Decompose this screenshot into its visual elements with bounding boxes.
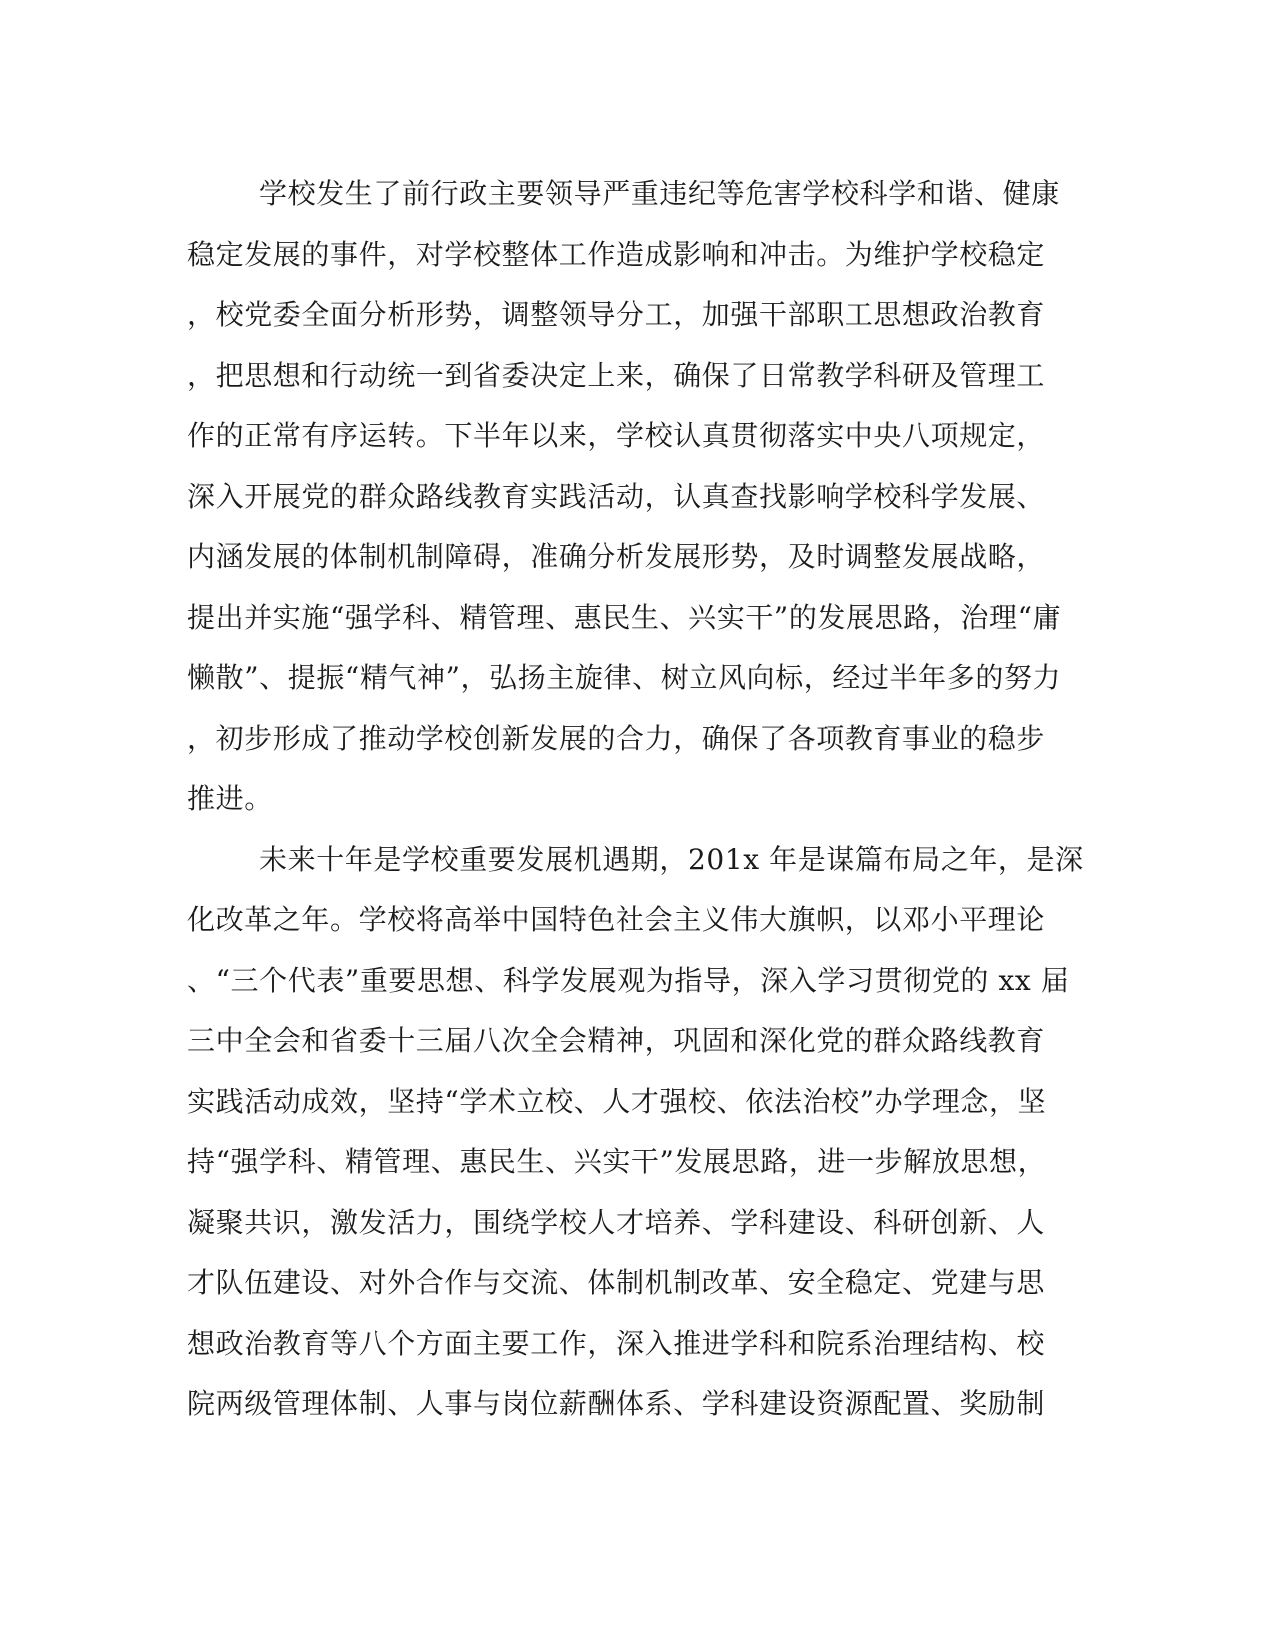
text-line: 提出并实施“强学科、精管理、惠民生、兴实干”的发展思路，治理“庸 — [187, 600, 1062, 634]
text-line: 凝聚共识，激发活力，围绕学校人才培养、学科建设、科研创新、人 — [187, 1205, 1046, 1239]
text-line: 作的正常有序运转。下半年以来，学校认真贯彻落实中央八项规定， — [187, 419, 1046, 452]
text-line: 持“强学科、精管理、惠民生、兴实干”发展思路，进一步解放思想， — [187, 1145, 1047, 1178]
text-line: 深入开展党的群众路线教育实践活动，认真查找影响学校科学发展、 — [187, 479, 1046, 513]
text-line: ，初步形成了推动学校创新发展的合力，确保了各项教育事业的稳步 — [187, 721, 1046, 755]
text-line: ，把思想和行动统一到省委决定上来，确保了日常教学科研及管理工 — [187, 358, 1046, 392]
text-line: ，校党委全面分析形势，调整领导分工，加强干部职工思想政治教育 — [187, 298, 1046, 331]
text-line: 稳定发展的事件，对学校整体工作造成影响和冲击。为维护学校稳定 — [187, 237, 1046, 271]
document-body — [187, 164, 1084, 1435]
text-line: 才队伍建设、对外合作与交流、体制机制改革、安全稳定、党建与思 — [187, 1266, 1046, 1299]
text-line: 想政治教育等八个方面主要工作，深入推进学科和院系治理结构、校 — [187, 1326, 1046, 1360]
paragraph-1 — [187, 164, 1067, 830]
text-line: 、“三个代表”重要思想、科学发展观为指导，深入学习贯彻党的 xx 届 — [187, 963, 1070, 997]
text-line: 懒散”、提振“精气神”，弘扬主旋律、树立风向标，经过半年多的努力 — [187, 661, 1062, 694]
text-line: 实践活动成效，坚持“学术立校、人才强校、依法治校”办学理念，坚 — [187, 1084, 1047, 1118]
text-line: 院两级管理体制、人事与岗位薪酬体系、学科建设资源配置、奖励制 — [187, 1387, 1046, 1420]
paragraph-2 — [187, 830, 1084, 1435]
text-line: 内涵发展的体制机制障碍，准确分析发展形势，及时调整发展战略， — [187, 540, 1046, 573]
text-line: 未来十年是学校重要发展机遇期，201x 年是谋篇布局之年，是深 — [259, 842, 1084, 876]
text-line: 化改革之年。学校将高举中国特色社会主义伟大旗帜，以邓小平理论 — [187, 903, 1046, 936]
text-line: 推进。 — [187, 782, 273, 815]
text-line: 学校发生了前行政主要领导严重违纪等危害学校科学和谐、健康 — [259, 177, 1060, 210]
text-line: 三中全会和省委十三届八次全会精神，巩固和深化党的群众路线教育 — [187, 1024, 1046, 1057]
